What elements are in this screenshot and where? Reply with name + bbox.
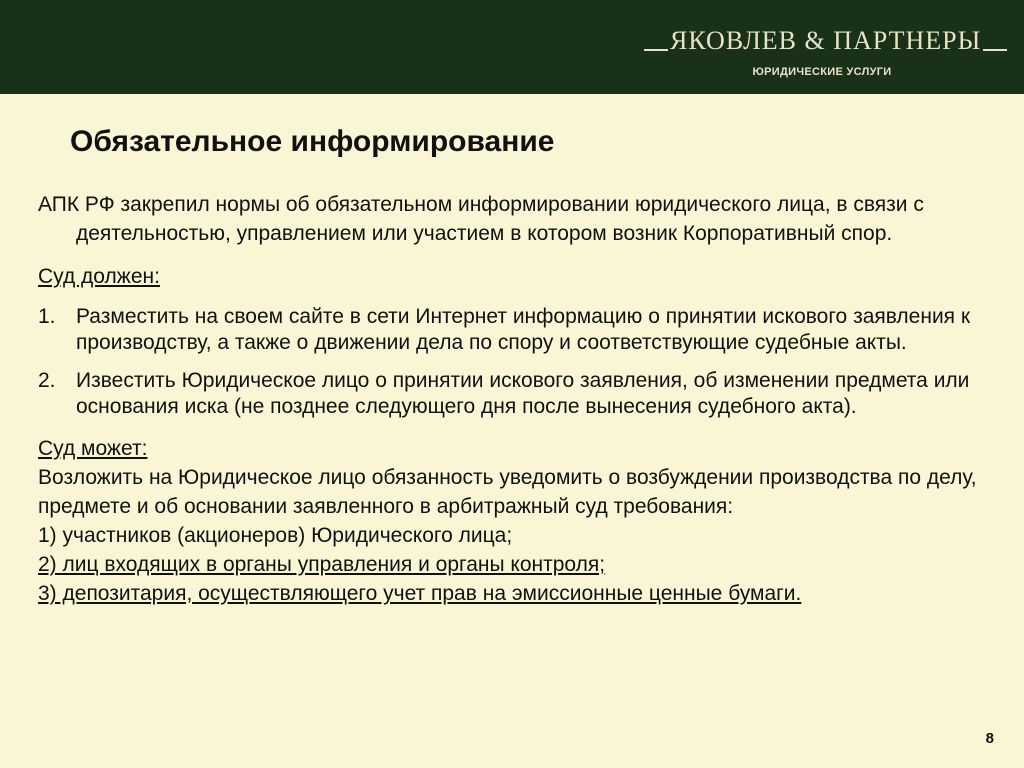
court-may-item: 3) депозитария, осуществляющего учет прав на эмиссионные ценные бумаги. xyxy=(38,582,802,605)
list-item-text: Известить Юридическое лицо о принятии искового заявления, об изменении предмета или основания иска (не позднее следующего дня после вынесения судебного акта). xyxy=(76,369,970,418)
court-may-item: 1) участников (акционеров) Юридического лица; xyxy=(38,524,513,547)
company-logo xyxy=(642,26,1002,78)
logo-rule-right xyxy=(983,49,1007,51)
court-may-section xyxy=(38,434,988,608)
logo-tagline: ЮРИДИЧЕСКИЕ УСЛУГИ xyxy=(752,66,892,78)
slide-body xyxy=(38,190,988,608)
slide-title: Обязательное информирование xyxy=(70,125,555,158)
list-item-number: 1. xyxy=(38,305,56,328)
list-item xyxy=(38,368,988,420)
intro-paragraph: АПК РФ закрепил нормы об обязательном информировании юридического лица, в связи с деятельностью, управлением или участием в котором возник Корпоративный спор. xyxy=(38,193,924,245)
header-bar xyxy=(0,0,1024,94)
list-item xyxy=(38,304,988,356)
logo-name: ЯКОВЛЕВ & ПАРТНЕРЫ xyxy=(670,26,982,55)
court-must-heading: Суд должен: xyxy=(38,265,160,288)
logo-rule-left xyxy=(644,49,668,51)
court-may-paragraph: Возложить на Юридическое лицо обязанность уведомить о возбуждении производства по делу, предмете и об основании заявленного в арбитражный суд требования: xyxy=(38,466,977,518)
court-may-heading: Суд может: xyxy=(38,437,148,460)
list-item-number: 2. xyxy=(38,369,56,392)
court-must-list xyxy=(38,304,988,420)
page-number: 8 xyxy=(985,730,994,747)
list-item-text: Разместить на своем сайте в сети Интернет информацию о принятии искового заявления к производству, а также о движении дела по спору и соответствующие судебные акты. xyxy=(76,305,971,354)
court-may-item: 2) лиц входящих в органы управления и органы контроля; xyxy=(38,553,606,576)
